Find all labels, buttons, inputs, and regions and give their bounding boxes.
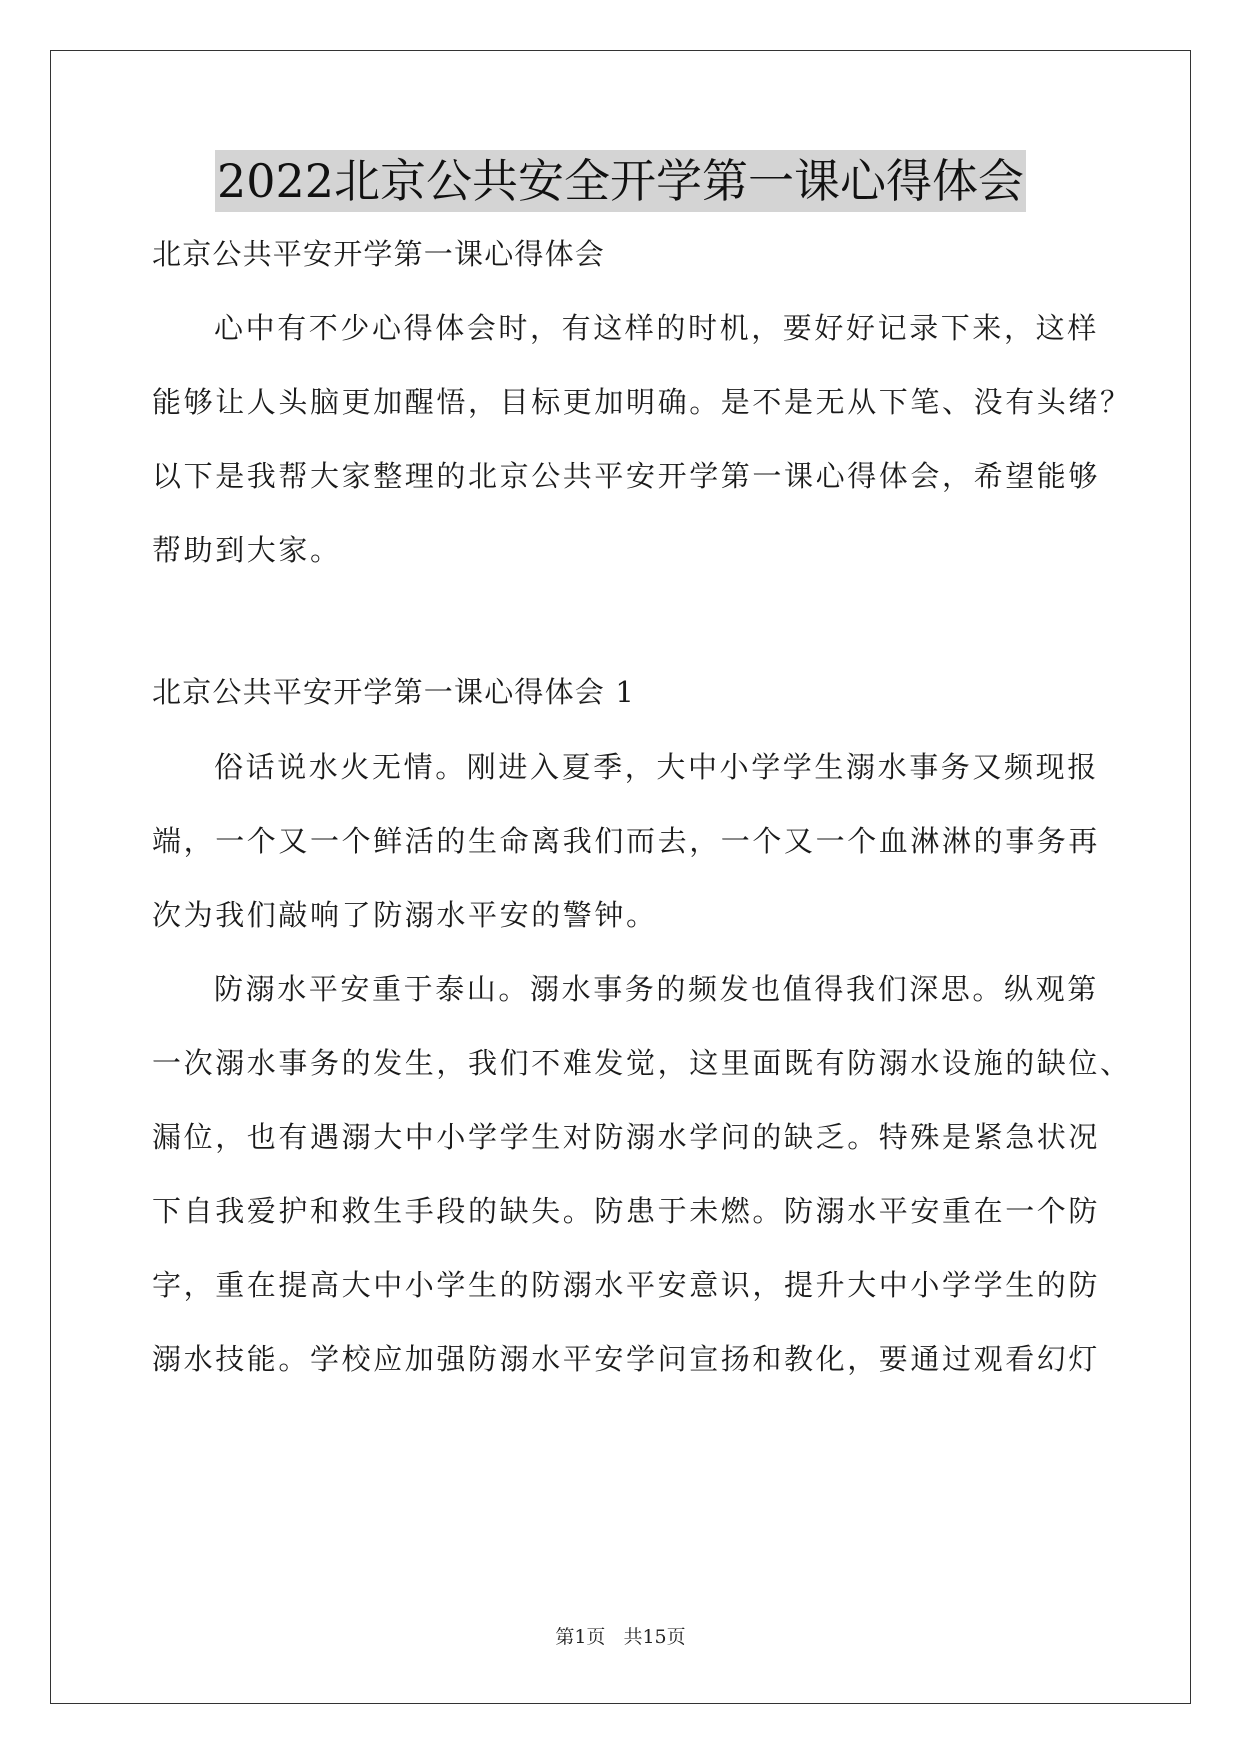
paragraph-line: 漏位，也有遇溺大中小学学生对防溺水学问的缺乏。特殊是紧急状况 [152, 1120, 1101, 1154]
paragraph-line: 能够让人头脑更加醒悟，目标更加明确。是不是无从下笔、没有头绪？ [152, 385, 1132, 419]
section-heading: 北京公共平安开学第一课心得体会 [152, 237, 606, 271]
paragraph-line: 以下是我帮大家整理的北京公共平安开学第一课心得体会，希望能够 [152, 459, 1101, 493]
page-number: 第1页 [555, 1626, 606, 1648]
paragraph-line: 次为我们敲响了防溺水平安的警钟。 [152, 898, 658, 932]
paragraph-line: 帮助到大家。 [152, 533, 342, 567]
paragraph-line: 心中有不少心得体会时，有这样的时机，要好好记录下来，这样 [214, 311, 1099, 345]
paragraph-line: 字，重在提高大中小学生的防溺水平安意识，提升大中小学学生的防 [152, 1268, 1101, 1302]
page-footer [0, 1622, 1241, 1649]
document-body [152, 234, 1132, 1380]
paragraph-line: 一次溺水事务的发生，我们不难发觉，这里面既有防溺水设施的缺位、 [152, 1046, 1132, 1080]
paragraph-line: 下自我爱护和救生手段的缺失。防患于未燃。防溺水平安重在一个防 [152, 1194, 1101, 1228]
paragraph-line: 俗话说水火无情。刚进入夏季，大中小学学生溺水事务又频现报 [214, 750, 1099, 784]
section-heading: 北京公共平安开学第一课心得体会 1 [152, 675, 636, 709]
paragraph-line: 端，一个又一个鲜活的生命离我们而去，一个又一个血淋淋的事务再 [152, 824, 1101, 858]
title-container [0, 150, 1241, 212]
page-total: 共15页 [623, 1626, 686, 1648]
paragraph-line: 防溺水平安重于泰山。溺水事务的频发也值得我们深思。纵观第 [214, 972, 1099, 1006]
document-title: 2022北京公共安全开学第一课心得体会 [215, 150, 1026, 212]
paragraph-line: 溺水技能。学校应加强防溺水平安学问宣扬和教化，要通过观看幻灯 [152, 1342, 1101, 1376]
